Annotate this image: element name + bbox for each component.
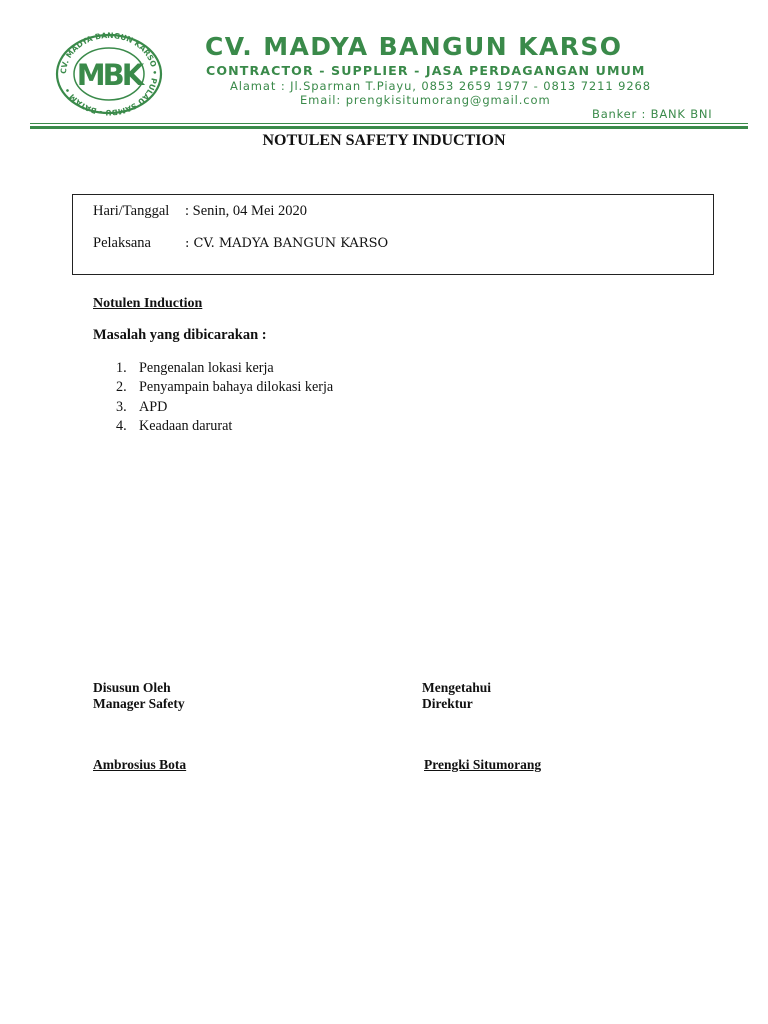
executor-label: Pelaksana — [93, 235, 151, 251]
list-item-number: 2. — [116, 379, 127, 396]
signature-right-name: Prengki Situmorang — [424, 757, 542, 772]
list-item — [116, 378, 333, 397]
list-item-text: Keadaan darurat — [139, 417, 233, 434]
info-box — [72, 194, 714, 275]
list-item — [116, 398, 333, 417]
letterhead — [30, 20, 748, 132]
executor-value: : CV. MADYA BANGUN KARSO — [185, 236, 389, 251]
topic-list — [116, 359, 333, 436]
company-address: Alamat : Jl.Sparman T.Piayu, 0853 2659 1977 - 0813 7211 9268 — [230, 79, 651, 93]
signature-left-name: Ambrosius Bota — [93, 757, 187, 772]
list-item — [116, 417, 333, 436]
company-tagline: CONTRACTOR - SUPPLIER - JASA PERDAGANGAN UMUM — [206, 63, 646, 78]
letterhead-divider-thick — [30, 126, 748, 129]
signature-left-heading: Disusun Oleh — [93, 680, 171, 695]
signature-right-role: Direktur — [422, 696, 473, 711]
list-item-number: 3. — [116, 398, 127, 415]
document-title: NOTULEN SAFETY INDUCTION — [262, 132, 506, 149]
info-row-executor — [93, 235, 388, 252]
svg-text:MBK: MBK — [76, 58, 142, 92]
letterhead-divider-thin — [30, 123, 748, 124]
info-row-date — [93, 203, 307, 220]
list-item-text: APD — [139, 398, 168, 415]
company-email: Email: prengkisitumorang@gmail.com — [300, 93, 551, 107]
list-item-text: Penyampain bahaya dilokasi kerja — [139, 379, 334, 396]
list-item — [116, 359, 333, 378]
company-name: CV. MADYA BANGUN KARSO — [205, 32, 623, 61]
section-title: Notulen Induction — [93, 296, 203, 311]
svg-text:CV. MADYA BANGUN KARSO • PULAU: CV. MADYA BANGUN KARSO • PULAU SAMBU - BATAM • — [58, 32, 160, 116]
discussion-heading: Masalah yang dibicarakan : — [93, 327, 267, 343]
date-value: : Senin, 04 Mei 2020 — [185, 203, 308, 219]
signature-left-role: Manager Safety — [93, 696, 185, 711]
company-logo — [54, 32, 164, 116]
signature-right-heading: Mengetahui — [422, 680, 491, 695]
date-label: Hari/Tanggal — [93, 203, 170, 219]
list-item-number: 1. — [116, 360, 127, 376]
list-item-text: Pengenalan lokasi kerja — [139, 360, 274, 376]
company-bank: Banker : BANK BNI — [592, 107, 713, 121]
list-item-number: 4. — [116, 417, 127, 434]
